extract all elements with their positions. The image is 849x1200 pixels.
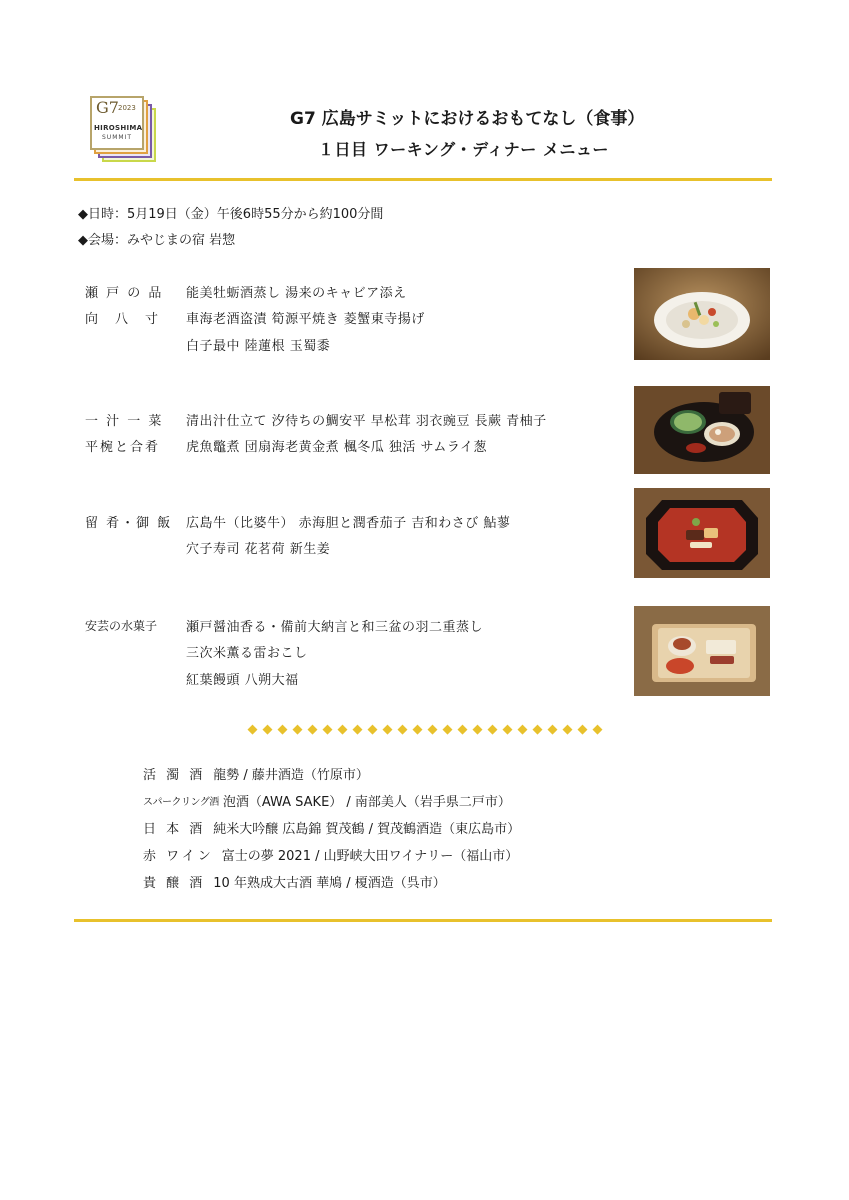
drink-row	[143, 760, 520, 787]
drink-item: 10 年熟成大古酒 華鳩 / 榎酒造（呉市）	[213, 876, 446, 891]
diamond-glyph: ◆	[457, 722, 468, 737]
course-dish: 能美牡蛎酒蒸し 湯来のキャビア添え	[186, 285, 407, 301]
logo-city: HIROSHIMA	[94, 124, 143, 132]
diamond-glyph: ◆	[592, 722, 603, 737]
dish-photo-ichiju	[634, 386, 770, 474]
drink-kind: 日 本 酒	[143, 822, 206, 837]
course-dish: 車海老酒盗漬 筍源平焼き 菱蟹東寺揚げ	[186, 312, 425, 328]
diamond-glyph: ◆	[472, 722, 483, 737]
logo-year: 2023	[118, 104, 136, 112]
footer-divider	[74, 919, 772, 922]
event-datetime: ◆日時：5月19日（金）午後6時55分から約100分間	[78, 207, 384, 222]
course-label: 安芸の水菓子	[85, 618, 158, 633]
drink-item: 泡酒（AWA SAKE） / 南部美人（岩手県二戸市）	[222, 795, 511, 810]
course-row	[85, 406, 547, 433]
diamond-glyph: ◆	[382, 722, 393, 737]
course-row	[85, 639, 483, 666]
drink-kind: 貴 醸 酒	[143, 876, 206, 891]
course-label: 瀬 戸 の 品	[85, 285, 164, 301]
diamond-glyph: ◆	[307, 722, 318, 737]
course-label: 留 肴・御 飯	[85, 515, 173, 531]
diamond-glyph: ◆	[292, 722, 303, 737]
course-row	[85, 433, 547, 460]
logo-mark: G7	[96, 98, 119, 117]
course-dish: 広島牛（比婆牛） 赤海胆と潤香茄子 吉和わさび 鮎蓼	[186, 515, 511, 531]
diamond-glyph: ◆	[397, 722, 408, 737]
diamond-glyph: ◆	[367, 722, 378, 737]
drink-row	[143, 787, 520, 814]
course-row	[85, 535, 510, 562]
drink-item: 純米大吟醸 広島錦 賀茂鶴 / 賀茂鶴酒造（東広島市）	[213, 822, 521, 837]
course-row	[85, 665, 483, 692]
page-subtitle: １日目 ワーキング・ディナー メニュー	[318, 140, 609, 159]
course-dish: 紅葉饅頭 八朔大福	[186, 672, 299, 688]
course-section	[85, 612, 483, 692]
diamond-glyph: ◆	[262, 722, 273, 737]
diamond-glyph: ◆	[442, 722, 453, 737]
diamond-glyph: ◆	[517, 722, 528, 737]
diamond-glyph: ◆	[577, 722, 588, 737]
course-section	[85, 278, 425, 358]
diamond-glyph: ◆	[352, 722, 363, 737]
event-venue: ◆会場：みやじまの宿 岩惣	[78, 233, 236, 248]
drink-row	[143, 841, 520, 868]
logo-event: SUMMIT	[102, 134, 132, 141]
diamond-glyph: ◆	[427, 722, 438, 737]
course-dish: 瀬戸醤油香る・備前大納言と和三盆の羽二重蒸し	[186, 619, 484, 635]
g7-hiroshima-summit-logo	[84, 96, 156, 158]
drink-kind: スパークリング酒	[143, 797, 219, 808]
course-section	[85, 508, 510, 561]
diamond-glyph: ◆	[247, 722, 258, 737]
diamond-glyph: ◆	[322, 722, 333, 737]
diamond-glyph: ◆	[547, 722, 558, 737]
drink-kind: 赤 ワイン	[143, 849, 214, 864]
drink-item: 富士の夢 2021 / 山野峡大田ワイナリー（福山市）	[221, 849, 519, 864]
diamond-glyph: ◆	[487, 722, 498, 737]
course-dish: 清出汁仕立て 汐待ちの鯛安平 早松茸 羽衣豌豆 長蕨 青柚子	[186, 413, 547, 429]
course-label: 一 汁 一 菜	[85, 413, 164, 429]
course-dish: 穴子寿司 花茗荷 新生姜	[186, 542, 331, 558]
dish-photo-mizugashi	[634, 606, 770, 696]
course-label: 平椀と合肴	[85, 440, 161, 456]
course-row	[85, 508, 510, 535]
drink-row	[143, 868, 520, 895]
drink-kind: 活 濁 酒	[143, 768, 206, 783]
course-row	[85, 278, 425, 305]
course-section	[85, 406, 547, 459]
header-divider	[74, 178, 772, 181]
page-title: G7 広島サミットにおけるおもてなし（食事）	[290, 109, 645, 129]
diamond-glyph: ◆	[277, 722, 288, 737]
course-label: 向 八 寸	[85, 312, 161, 328]
course-row	[85, 331, 425, 358]
diamond-glyph: ◆	[562, 722, 573, 737]
course-dish: 虎魚鼈煮 団扇海老黄金煮 楓冬瓜 独活 サムライ葱	[186, 440, 487, 456]
diamond-glyph: ◆	[532, 722, 543, 737]
diamond-glyph: ◆	[412, 722, 423, 737]
drink-row	[143, 814, 520, 841]
course-row	[85, 612, 483, 639]
drink-item: 龍勢 / 藤井酒造（竹原市）	[213, 768, 369, 783]
course-dish: 三次米薫る雷おこし	[186, 646, 308, 662]
diamond-glyph: ◆	[337, 722, 348, 737]
course-row	[85, 305, 425, 332]
course-dish: 白子最中 陸蓮根 玉蜀黍	[186, 338, 331, 354]
drinks-list	[143, 760, 520, 895]
diamond-glyph: ◆	[502, 722, 513, 737]
diamond-divider	[246, 723, 604, 736]
dish-photo-seto	[634, 268, 770, 360]
dish-photo-tomezakana	[634, 488, 770, 578]
